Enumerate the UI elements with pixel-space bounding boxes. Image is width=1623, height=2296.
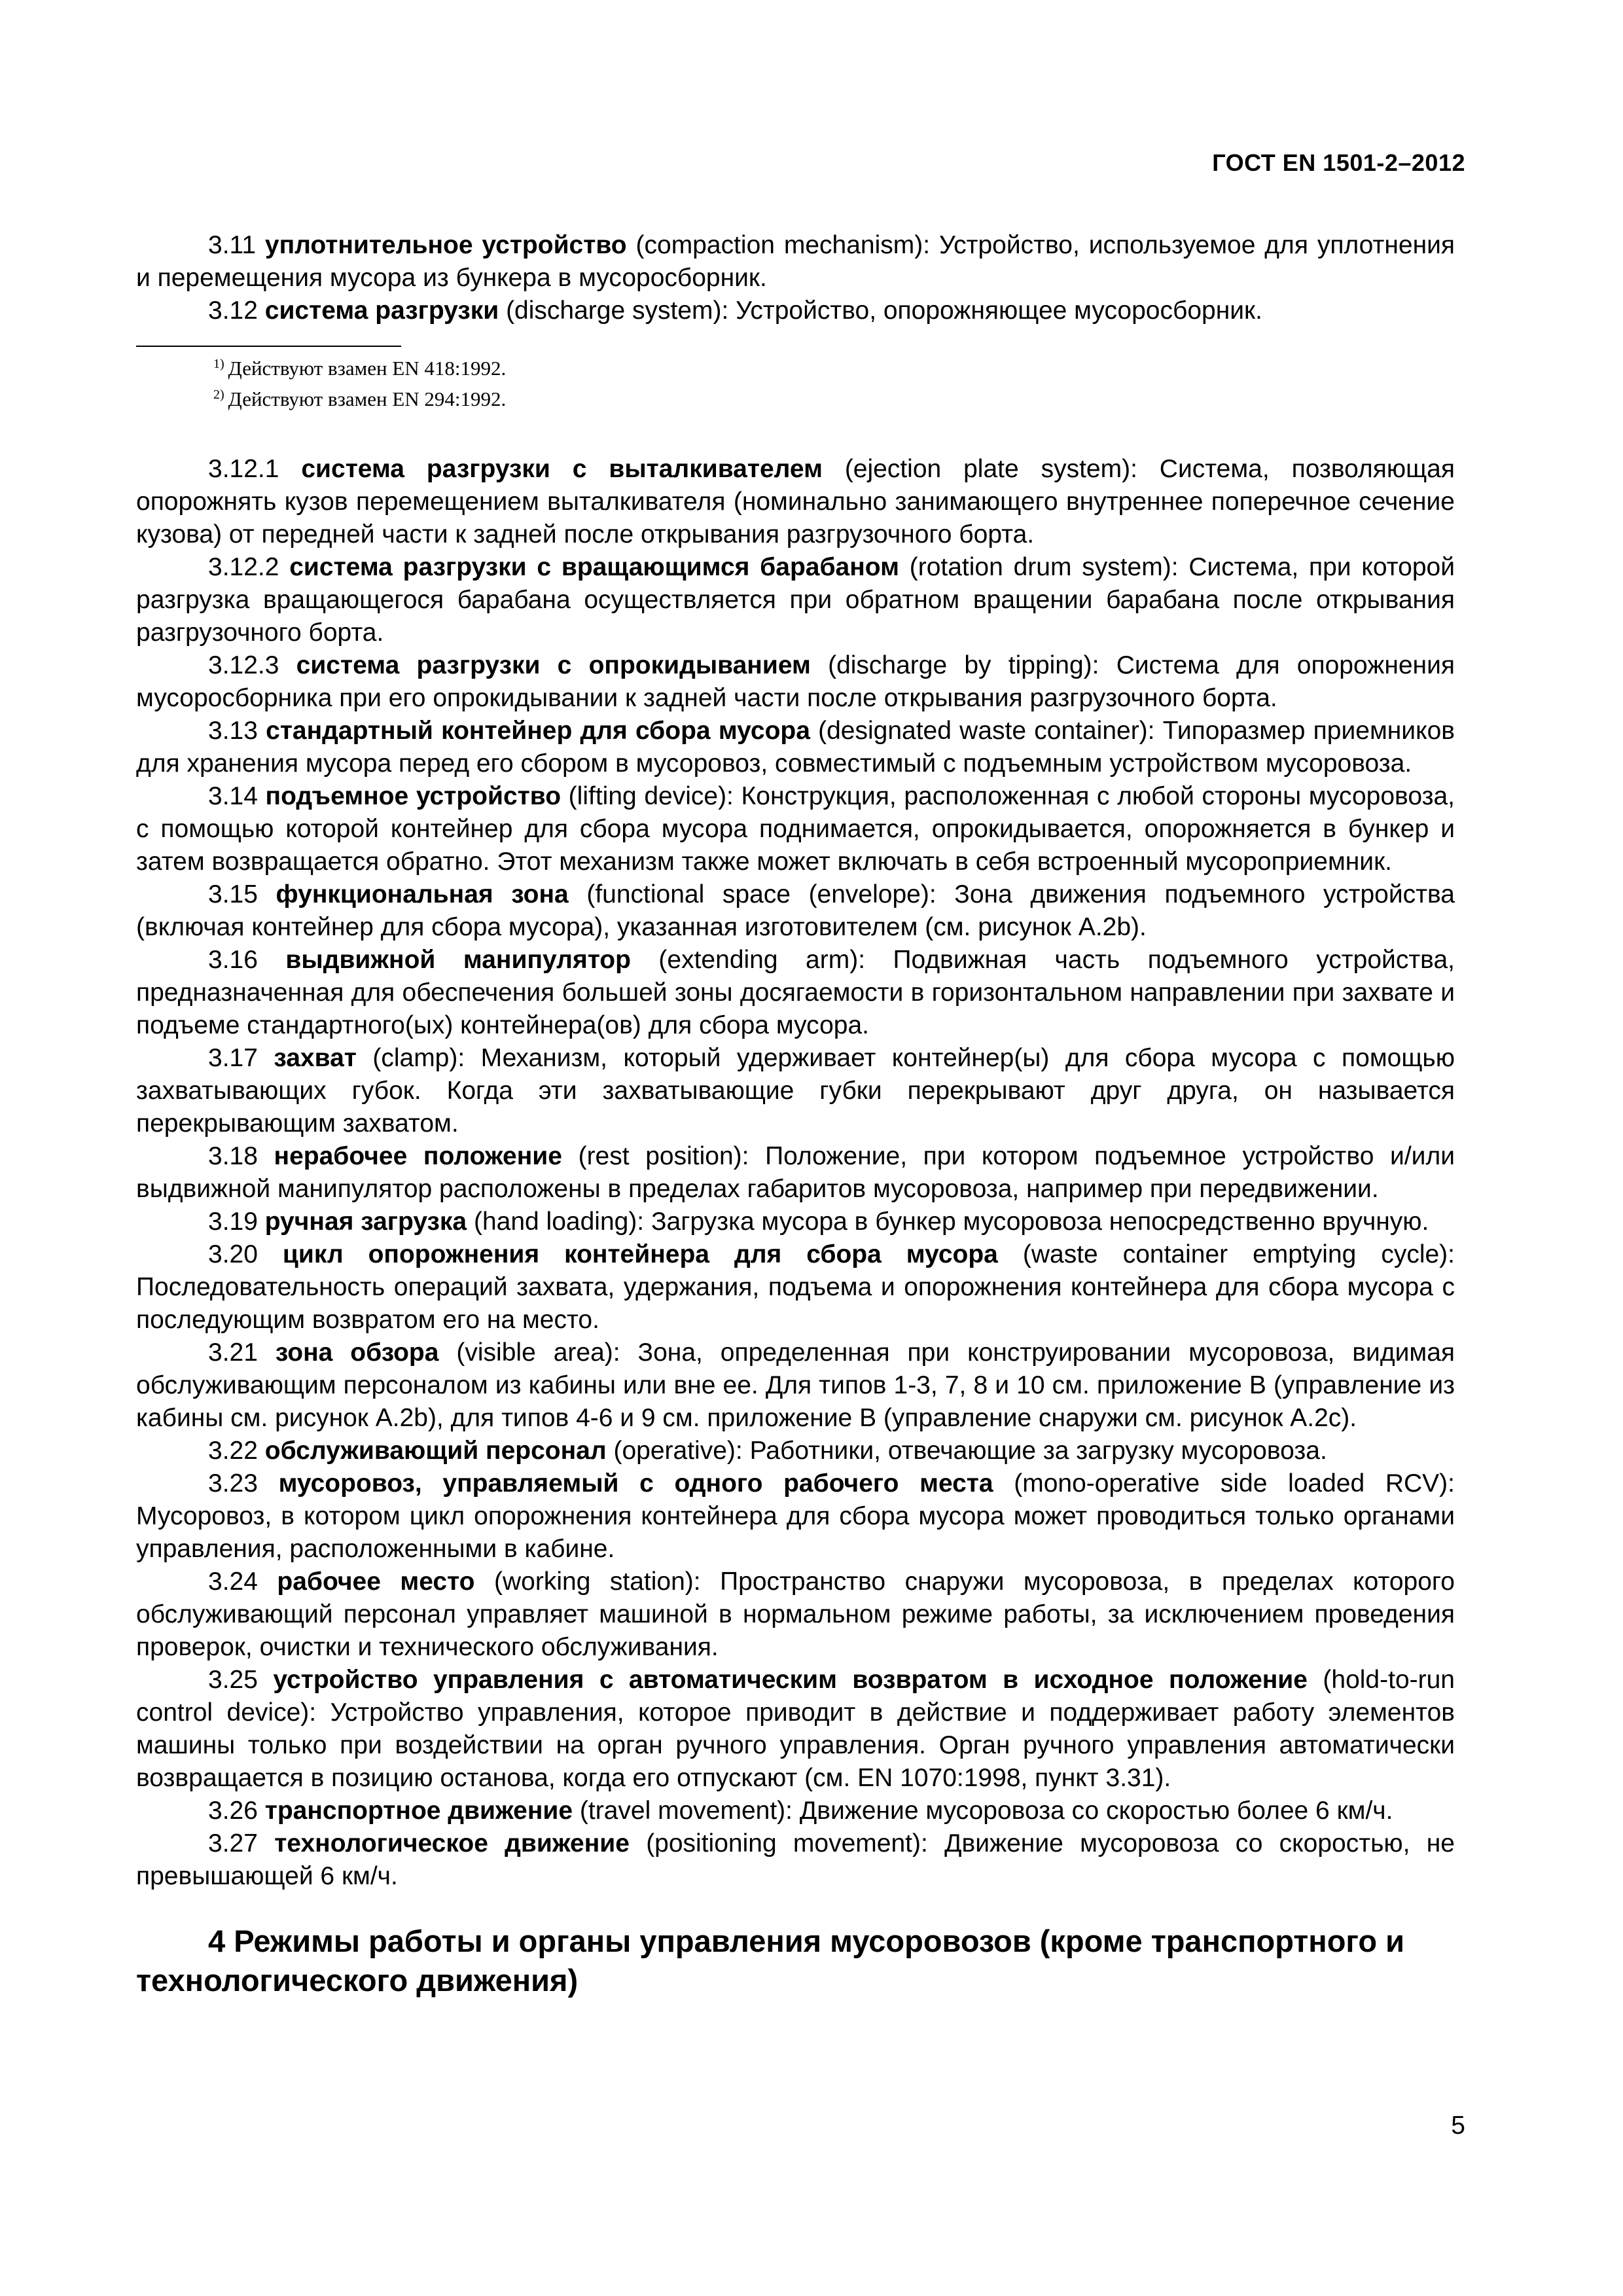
definition-number: 3.19 [208, 1208, 258, 1236]
definition-term: мусоровоз, управляемый с одного рабочего места [278, 1469, 993, 1498]
definition-number: 3.21 [208, 1338, 258, 1367]
definition-number: 3.18 [208, 1142, 258, 1170]
definition-number: 3.26 [208, 1797, 258, 1825]
definition-paragraph [136, 1140, 1455, 1206]
definition-text: (compaction mechanism): Устройство, используемое для уплотнения и перемещения мусора из бункера в мусоросборник. [136, 231, 1455, 292]
definition-term: ручная загрузка [264, 1208, 467, 1236]
definitions-before-footnotes [136, 229, 1455, 327]
footnote-separator [136, 346, 401, 347]
definition-term: нерабочее положение [274, 1142, 562, 1170]
definition-text: (hand loading): Загрузка мусора в бункер мусоровоза непосредственно вручную. [467, 1208, 1429, 1236]
footnote-mark: 2) [213, 387, 224, 402]
definition-number: 3.12 [208, 296, 258, 325]
definition-number: 3.16 [208, 946, 258, 974]
definition-paragraph [136, 1042, 1455, 1140]
definition-text: (designated waste container): Типоразмер приемников для хранения мусора перед его сбором в мусоровоз, совместимый с подъемным устройством мусоровоза. [136, 717, 1455, 778]
definition-text: (functional space (envelope): Зона движения подъемного устройства (включая контейнер для сбора мусора), указанная изготовителем (см. рисунок А.2b). [136, 880, 1455, 941]
definition-term: захват [274, 1044, 357, 1072]
definition-paragraph [136, 1467, 1455, 1566]
definition-number: 3.12.1 [208, 455, 279, 483]
definition-term: система разгрузки [264, 296, 499, 325]
definition-text: (ejection plate system): Система, позволяющая опорожнять кузов перемещением выталкивателя (номинально занимающего внутреннее поперечное сечение кузова) от передней части к задней после открывания разгрузочного борта. [136, 455, 1455, 548]
definition-paragraph [136, 229, 1455, 295]
definition-number: 3.12.2 [208, 553, 279, 581]
definition-term: устройство управления с автоматическим возвратом в исходное положение [273, 1666, 1308, 1694]
definition-text: (mono-operative side loaded RCV): Мусоровоз, в котором цикл опорожнения контейнера для сбора мусора может проводиться только органами управления, расположенными в кабине. [136, 1469, 1455, 1563]
footnotes-block [136, 346, 1455, 412]
definition-number: 3.14 [208, 782, 258, 810]
definition-text: (travel movement): Движение мусоровоза со скоростью более 6 км/ч. [573, 1797, 1393, 1825]
definition-text: (clamp): Механизм, который удерживает контейнер(ы) для сбора мусора с помощью захватывающих губок. Когда эти захватывающие губки перекрывают друг друга, он называется перекрывающим захватом. [136, 1044, 1455, 1138]
definition-paragraph [136, 551, 1455, 649]
definition-number: 3.20 [208, 1240, 258, 1268]
definition-term: уплотнительное устройство [264, 231, 627, 259]
definition-paragraph [136, 1795, 1455, 1827]
definition-paragraph [136, 1238, 1455, 1336]
definition-text: (discharge system): Устройство, опорожняющее мусоросборник. [499, 296, 1262, 325]
definition-number: 3.22 [208, 1437, 258, 1465]
page-number: 5 [1451, 2111, 1465, 2140]
definition-term: подъемное устройство [265, 782, 562, 810]
definition-paragraph [136, 1435, 1455, 1467]
section-heading: 4 Режимы работы и органы управления мусоровозов (кроме транспортного и технологического движения) [136, 1924, 1405, 1998]
definition-number: 3.15 [208, 880, 258, 908]
definition-paragraph [136, 944, 1455, 1042]
footnote [136, 351, 1455, 382]
definition-number: 3.23 [208, 1469, 258, 1498]
definition-paragraph [136, 1827, 1455, 1893]
definition-paragraph [136, 1336, 1455, 1435]
definition-number: 3.24 [208, 1568, 258, 1596]
definition-term: рабочее место [277, 1568, 475, 1596]
definition-number: 3.12.3 [208, 651, 279, 679]
definition-paragraph [136, 295, 1455, 327]
definitions-after-footnotes [136, 453, 1455, 1893]
definition-term: зона обзора [275, 1338, 439, 1367]
definition-term: цикл опорожнения контейнера для сбора мусора [282, 1240, 998, 1268]
definition-text: (discharge by tipping): Система для опорожнения мусоросборника при его опрокидывании к задней части после открывания разгрузочного борта. [136, 651, 1455, 712]
definition-text: (lifting device): Конструкция, расположенная с любой стороны мусоровоза, с помощью которой контейнер для сбора мусора поднимается, опрокидывается, опорожняется в бункер и затем возвращается обратно. Этот механизм также может включать в себя встроенный мусороприемник. [136, 782, 1455, 876]
definition-term: стандартный контейнер для сбора мусора [266, 717, 810, 745]
definition-number: 3.13 [208, 717, 258, 745]
definition-number: 3.27 [208, 1829, 258, 1857]
definition-paragraph [136, 780, 1455, 878]
definition-term: система разгрузки с опрокидыванием [296, 651, 811, 679]
definition-text: (operative): Работники, отвечающие за загрузку мусоровоза. [606, 1437, 1327, 1465]
standard-code-header: ГОСТ EN 1501-2–2012 [1212, 149, 1465, 176]
footnote-mark: 1) [213, 357, 224, 371]
definition-paragraph [136, 1206, 1455, 1238]
definition-term: система разгрузки с вращающимся барабаном [289, 553, 899, 581]
definition-number: 3.25 [208, 1666, 258, 1694]
definition-text: (working station): Пространство снаружи мусоровоза, в пределах которого обслуживающий персонал управляет машиной в нормальном режиме работы, за исключением проведения проверок, очистки и технического обслуживания. [136, 1568, 1455, 1661]
definition-paragraph [136, 878, 1455, 944]
definition-number: 3.17 [208, 1044, 258, 1072]
definition-term: обслуживающий персонал [264, 1437, 607, 1465]
footnote [136, 382, 1455, 412]
definition-text: (visible area): Зона, определенная при конструировании мусоровоза, видимая обслуживающим персоналом из кабины или вне ее. Для типов 1-3, 7, 8 и 10 см. приложение В (управление из кабины см. рисунок А.2b), для типов 4-6 и 9 см. приложение В (управление снаружи см. рисунок А.2с). [136, 1338, 1455, 1432]
definition-text: (positioning movement): Движение мусоровоза со скоростью, не превышающей 6 км/ч. [136, 1829, 1455, 1890]
definition-paragraph [136, 453, 1455, 551]
definition-term: транспортное движение [264, 1797, 573, 1825]
definition-paragraph [136, 1664, 1455, 1795]
definition-text: (extending arm): Подвижная часть подъемного устройства, предназначенная для обеспечения большей зоны досягаемости в горизонтальном направлении при захвате и подъеме стандартного(ых) контейнера(ов) для сбора мусора. [136, 946, 1455, 1039]
definition-paragraph [136, 649, 1455, 715]
definition-number: 3.11 [208, 231, 257, 259]
definition-term: система разгрузки с выталкивателем [301, 455, 823, 483]
definition-paragraph [136, 1566, 1455, 1664]
definition-text: (rest position): Положение, при котором подъемное устройство и/или выдвижной манипулятор расположены в пределах габаритов мусоровоза, например при передвижении. [136, 1142, 1455, 1203]
definition-text: (rotation drum system): Система, при которой разгрузка вращающегося барабана осуществляется при обратном вращении барабана после открывания разгрузочного борта. [136, 553, 1455, 647]
footnote-text: Действуют взамен EN 418:1992. [228, 357, 507, 380]
page-content [136, 229, 1455, 2000]
definition-term: выдвижной манипулятор [285, 946, 631, 974]
definition-term: технологическое движение [274, 1829, 630, 1857]
footnote-list [136, 351, 1455, 412]
definition-text: (hold-to-run control device): Устройство управления, которое приводит в действие и поддерживает работу элементов машины только при воздействии на орган ручного управления. Орган ручного управления автоматически возвращается в позицию останова, когда его отпускают (см. EN 1070:1998, пункт 3.31). [136, 1666, 1455, 1792]
definition-text: (waste container emptying cycle): Последовательность операций захвата, удержания, подъема и опорожнения контейнера для сбора мусора с последующим возвратом его на место. [136, 1240, 1455, 1334]
definition-paragraph [136, 715, 1455, 780]
footnote-text: Действуют взамен EN 294:1992. [228, 387, 507, 410]
definition-term: функциональная зона [276, 880, 569, 908]
